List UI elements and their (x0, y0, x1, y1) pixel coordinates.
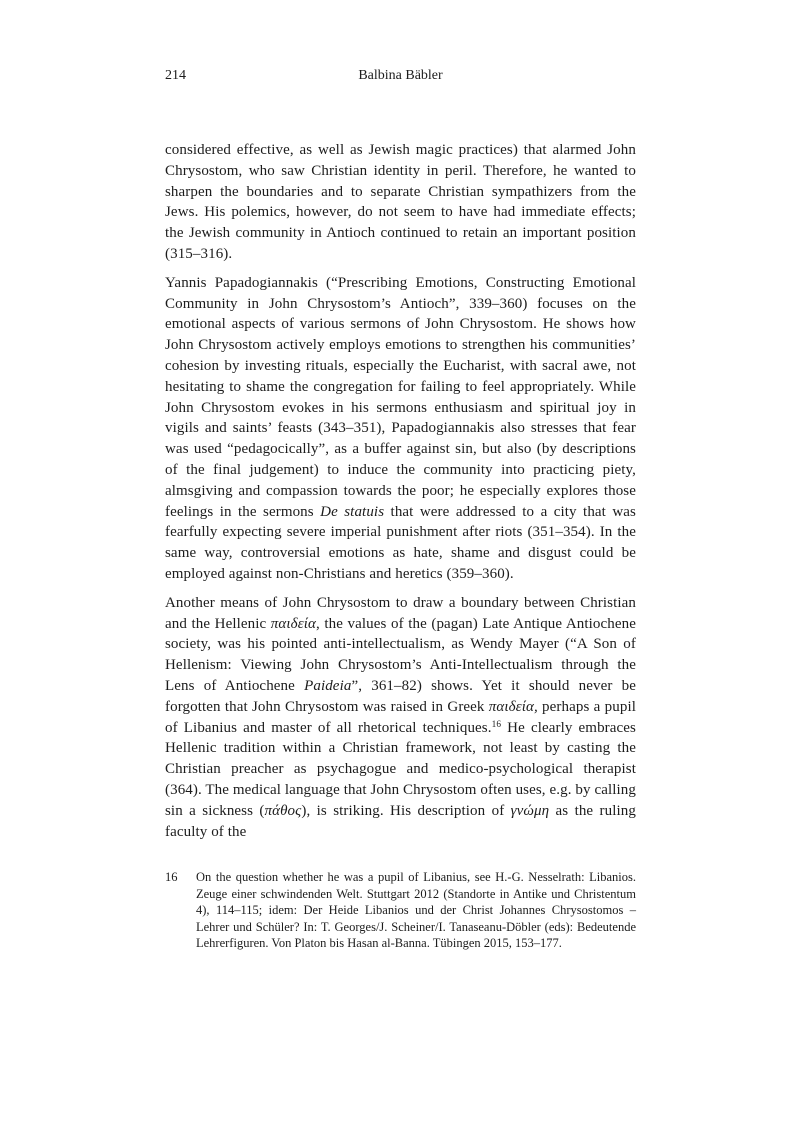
page-number: 214 (165, 68, 186, 83)
page-header (165, 66, 636, 86)
text-run: that were addressed to a city that was fearfully expecting severe imperial punishment after riots (351–354). In the same way, controversial emotions as hate, shame and disgust could be employed against non-Christians and heretics (359–360). (165, 503, 636, 582)
text-run: On the question whether he was a pupil of Libanius, see H.-G. Nesselrath: Libanios. Zeuge einer schwindenden Welt. Stuttgart 2012 (Standorte in Antike und Christentum 4), 114–115; idem: Der Heide Libanios und der Christ Johannes Chrysostomos – Lehrer und Schüler? In: T. Georges/J. Scheiner/I. Tanaseanu-Döbler (eds): Bedeutende Lehrerfiguren. Von Platon bis Hasan al-Banna. Tübingen 2015, 153–177. (196, 870, 636, 951)
italic-text: παιδεία (270, 615, 316, 632)
italic-text: παιδεία, (488, 698, 538, 715)
text-run: , the values of the (pagan) Late Antique Antiochene society, was his pointed anti-intellectualism, as Wendy Mayer (“A Son of Hellenism: Viewing John Chrysostom’s Anti-Intellectualism through the Lens of Antiochene (165, 615, 637, 694)
paragraph (165, 140, 636, 265)
italic-text: De statuis (320, 503, 385, 520)
italic-text: Paideia (304, 677, 352, 694)
paragraph (165, 273, 636, 585)
text-run: Another means of John Chrysostom to draw a boundary between Christian and the Hellenic (165, 594, 636, 632)
italic-text: γνώμη (510, 802, 550, 819)
text-run: ”, 361–82) shows. Yet it should never be forgotten that John Chrysostom was raised in Greek (165, 677, 636, 715)
footnote-item (165, 869, 636, 952)
text-run: as the ruling faculty of the (165, 802, 636, 840)
italic-text: πάθος (264, 802, 302, 819)
footnote-reference: 16 (491, 720, 502, 731)
text-run: considered effective, as well as Jewish magic practices) that alarmed John Chrysostom, who saw Christian identity in peril. Therefore, he wanted to sharpen the boundaries and to separate Christian sympathizers from the Jews. His polemics, however, do not seem to have had immediate effects; the Jewish community in Antioch continued to retain an important position (315–316). (165, 142, 636, 262)
footnote-number: 16 (165, 870, 178, 885)
body-paragraphs (165, 140, 636, 842)
paragraph (165, 593, 636, 843)
text-run: perhaps a pupil of Libanius and master of all rhetorical techniques. (165, 698, 636, 736)
text-run: Yannis Papadogiannakis (“Prescribing Emotions, Constructing Emotional Community in John Chrysostom’s Antioch”, 339–360) focuses on the emotional aspects of various sermons of John Chrysostom. He shows how John Chrysostom actively employs emotions to strengthen his communities’ cohesion by investing rituals, especially the Eucharist, with sacral awe, not hesitating to shame the congregation for failing to feel appropriately. While John Chrysostom evokes in his sermons enthusiasm and spiritual joy in vigils and saints’ feasts (343–351), Papadogiannakis also stresses that fear was used “pedagocically”, as a buffer against sin, but also (by descriptions of the final judgement) to induce the community into practicing piety, almsgiving and compassion towards the poor; he especially explores those feelings in the sermons (165, 274, 636, 520)
page-content (165, 140, 636, 952)
text-run: He clearly embraces Hellenic tradition within a Christian framework, not least by casting the Christian preacher as psychagogue and medico-psychological therapist (364). The medical language that John Chrysostom often uses, e.g. by calling sin a sickness ( (165, 719, 636, 819)
footnotes-section (165, 869, 636, 952)
footnote-text (196, 869, 636, 952)
text-run: ), is striking. His description of (301, 802, 511, 819)
running-head: Balbina Bäbler (358, 68, 443, 83)
